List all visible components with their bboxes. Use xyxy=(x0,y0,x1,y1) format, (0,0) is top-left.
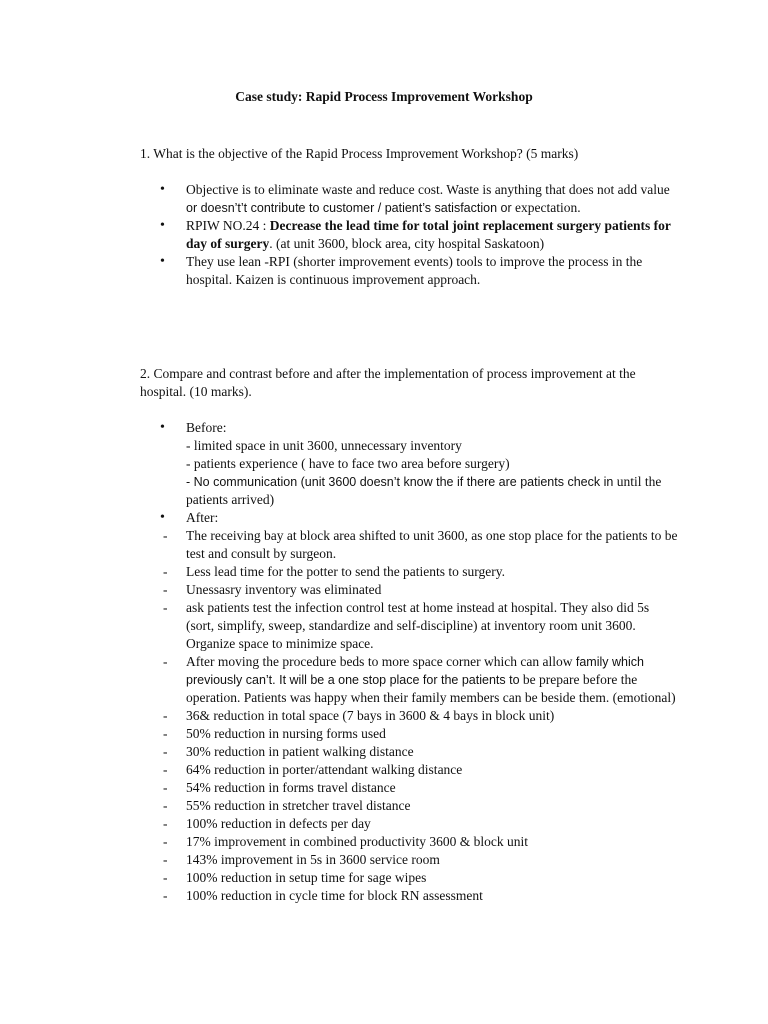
q1-bullet-rpiw: • RPIW NO.24 : Decrease the lead time for total joint replacement surgery patients for day of surgery. (at unit 3600, block area, city hospital Saskatoon) xyxy=(160,217,680,253)
after-list xyxy=(186,527,680,905)
before-label: • Before: xyxy=(186,420,227,435)
after-stat: - 100% reduction in defects per day xyxy=(163,815,680,833)
question-1: 1. What is the objective of the Rapid Process Improvement Workshop? (5 marks) xyxy=(140,146,579,161)
after-stat: - 36& reduction in total space (7 bays in 3600 & 4 bays in block unit) xyxy=(163,707,680,725)
q2-bullet-list xyxy=(160,419,680,905)
after-label: • After: xyxy=(186,510,219,525)
question-2: 2. Compare and contrast before and after the implementation of process improvement at the hospital. (10 marks). xyxy=(140,366,636,399)
after-stat: - 100% reduction in cycle time for block RN assessment xyxy=(163,887,680,905)
after-stat: - 64% reduction in porter/attendant walking distance xyxy=(163,761,680,779)
before-item: - limited space in unit 3600, unnecessary inventory xyxy=(186,438,462,453)
before-item: - No communication (unit 3600 doesn’t know the if there are patients check in until the patients arrived) xyxy=(186,474,662,507)
before-section xyxy=(160,419,680,509)
after-section xyxy=(160,509,680,905)
after-stat: - 54% reduction in forms travel distance xyxy=(163,779,680,797)
document-title: Case study: Rapid Process Improvement Workshop xyxy=(235,89,533,104)
after-item: - ask patients test the infection control test at home instead at hospital. They also did 5s (sort, simplify, sweep, standardize and self-discipline) at inventory room unit 3600. Organize space to minimize space. xyxy=(163,599,680,653)
q1-bullet-objective: • Objective is to eliminate waste and reduce cost. Waste is anything that does not add value or doesn’t’t contribute to customer / patient’s satisfaction or expectation. xyxy=(160,181,680,217)
after-stat: - 100% reduction in setup time for sage wipes xyxy=(163,869,680,887)
after-item: - After moving the procedure beds to more space corner which can allow family which previously can’t. It will be a one stop place for the patients to be prepare before the operation. Patients was happy when their family members can be beside them. (emotional) xyxy=(163,653,680,707)
q1-bullet-list xyxy=(160,181,680,289)
q1-bullet-lean: • They use lean -RPI (shorter improvement events) tools to improve the process in the hospital. Kaizen is continuous improvement approach. xyxy=(160,253,680,289)
before-item: - patients experience ( have to face two area before surgery) xyxy=(186,456,510,471)
after-stat: - 17% improvement in combined productivity 3600 & block unit xyxy=(163,833,680,851)
after-stat: - 143% improvement in 5s in 3600 service room xyxy=(163,851,680,869)
after-item: - Less lead time for the potter to send the patients to surgery. xyxy=(163,563,680,581)
after-stat: - 30% reduction in patient walking distance xyxy=(163,743,680,761)
after-stat: - 55% reduction in stretcher travel distance xyxy=(163,797,680,815)
after-item: - Unessasry inventory was eliminated xyxy=(163,581,680,599)
after-stat: - 50% reduction in nursing forms used xyxy=(163,725,680,743)
after-item: - The receiving bay at block area shifted to unit 3600, as one stop place for the patients to be test and consult by surgeon. xyxy=(163,527,680,563)
